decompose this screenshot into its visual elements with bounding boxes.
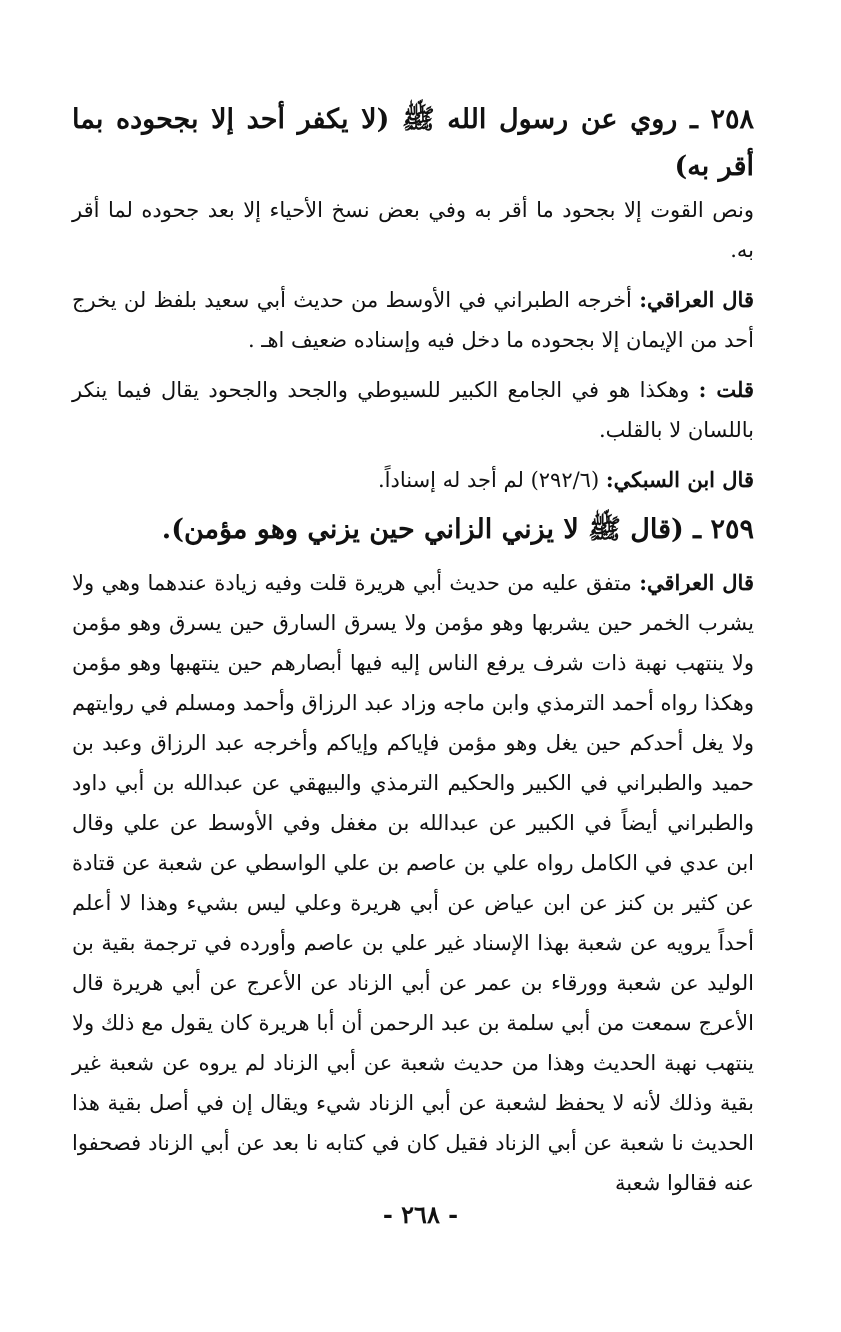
page-body bbox=[72, 96, 754, 1203]
hadith-258-note bbox=[72, 190, 754, 270]
hadith-259-heading bbox=[72, 506, 754, 553]
iraqi-label-258: قال العراقي: bbox=[639, 287, 754, 312]
subki-comment-258 bbox=[72, 460, 754, 500]
iraqi-text-258: أخرجه الطبراني في الأوسط من حديث أبي سعيد بلفظ لن يخرج أحد من الإيمان إلا بجحوده ما دخل فيه وإسناده ضعيف اهـ . bbox=[72, 288, 754, 352]
subki-label-258: قال ابن السبكي: bbox=[605, 467, 754, 492]
hadith-259-number: ٢٥٩ ـ bbox=[693, 514, 754, 545]
qultu-comment-258 bbox=[72, 370, 754, 450]
iraqi-comment-259 bbox=[72, 563, 754, 1203]
qultu-label-258: قلت : bbox=[698, 377, 754, 402]
hadith-258-title: روي عن رسول الله ﷺ (لا يكفر أحد إلا بجحوده بما أقر به) bbox=[72, 104, 754, 182]
iraqi-label-259: قال العراقي: bbox=[639, 570, 754, 595]
iraqi-comment-258 bbox=[72, 280, 754, 360]
hadith-258-note-text: ونص القوت إلا بجحود ما أقر به وفي بعض نسخ الأحياء إلا بعد جحوده لما أقر به. bbox=[72, 198, 754, 262]
qultu-text-258: وهكذا هو في الجامع الكبير للسيوطي والجحد والجحود يقال فيما ينكر باللسان لا بالقلب. bbox=[72, 378, 754, 442]
hadith-258-number: ٢٥٨ ـ bbox=[689, 104, 754, 135]
subki-text-258: (٢٩٢/٦) لم أجد له إسناداً. bbox=[377, 468, 600, 492]
hadith-258-heading bbox=[72, 96, 754, 190]
page-number: - ٢٦٨ - bbox=[382, 1200, 459, 1229]
hadith-259-title: (قال ﷺ لا يزني الزاني حين يزني وهو مؤمن). bbox=[161, 514, 684, 545]
iraqi-text-259: متفق عليه من حديث أبي هريرة قلت وفيه زيادة عندهما وهي ولا يشرب الخمر حين يشربها وهو مؤمن ولا يسرق السارق حين يسرق وهو مؤمن ولا ينتهب نهبة ذات شرف يرفع الناس إليه فيها أبصارهم حين ينتهبها وهو مؤمن وهكذا رواه أحمد الترمذي وابن ماجه وزاد عبد الرزاق وأحمد ومسلم في روايتهم ولا يغل أحدكم حين يغل وهو مؤمن فإياكم وإياكم وأخرجه عبد الرزاق وعبد بن حميد والطبراني في الكبير والحكيم الترمذي والبيهقي عن عبدالله بن أبي داود والطبراني أيضاً في الكبير عن عبدالله بن مغفل وفي الأوسط عن علي وقال ابن عدي في الكامل رواه علي بن عاصم بن علي الواسطي عن شعبة عن قتادة عن كثير بن كنز عن ابن عياض عن أبي هريرة وعلي ليس بشيء وهذا لا أعلم أحداً يرويه عن شعبة بهذا الإسناد غير علي بن عاصم وأورده في ترجمة بقية بن الوليد عن شعبة وورقاء بن عمر عن أبي الزناد عن الأعرج عن أبي هريرة قال الأعرج سمعت من أبي سلمة بن عبد الرحمن أن أبا هريرة كان يقول مع ذلك ولا ينتهب نهبة الحديث وهذا من حديث شعبة عن أبي الزناد لم يروه عن شعبة غير بقية وذلك لأنه لا يحفظ لشعبة عن أبي الزناد شيء ويقال إن في أصل بقية هذا الحديث نا شعبة عن أبي الزناد فقيل كان في كتابه نا بعد عن أبي الزناد فصحفوا عنه فقالوا شعبة bbox=[72, 571, 754, 1195]
